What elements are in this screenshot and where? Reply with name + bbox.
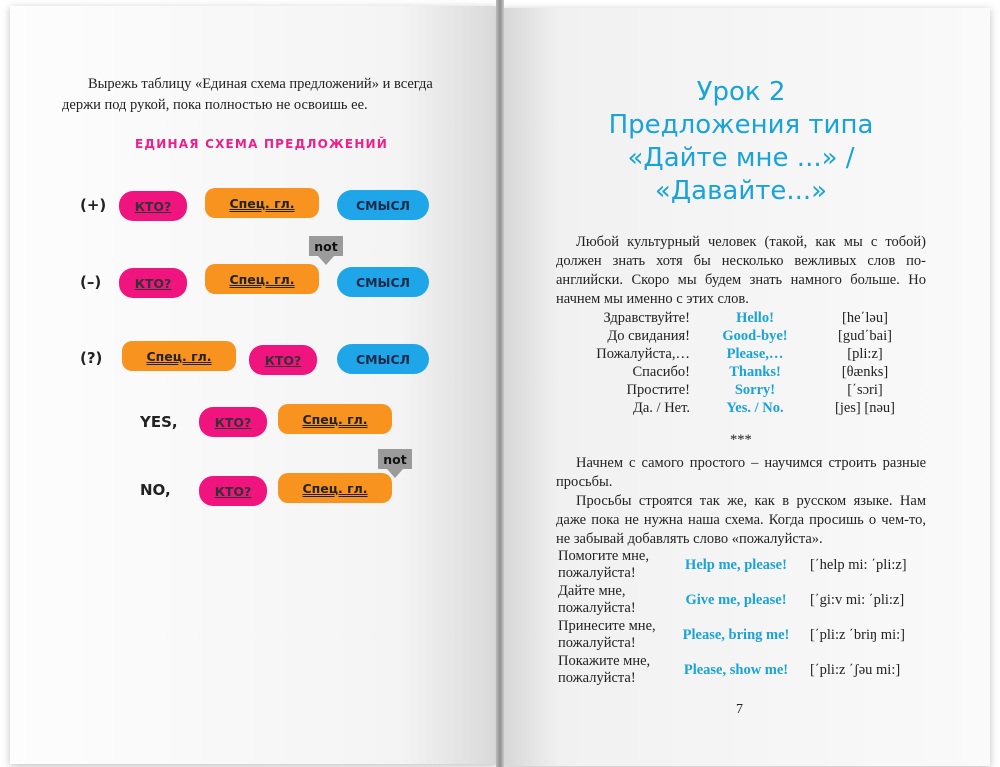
left-page: [10, 6, 498, 764]
vocab-en: Hello!: [736, 310, 774, 326]
vocab-row: [560, 382, 920, 400]
pill-kto: КТО?: [199, 407, 267, 437]
left-intro-text: Вырежь таблицу «Единая схема предложений» и всегда держи под рукой, пока полностью не освоишь ее.: [62, 76, 433, 113]
pill-kto: КТО?: [249, 345, 317, 375]
vocab-row: [560, 346, 920, 364]
vocab-transcription: [gud΄bai]: [838, 328, 892, 344]
request-ru: Дайте мне, пожалуйста!: [558, 583, 636, 616]
lesson-title-line: «Давайте...»: [654, 176, 828, 206]
request-en: Please, bring me!: [682, 627, 790, 643]
paragraph: Начнем с самого простого – научимся строить разные просьбы.: [556, 455, 926, 490]
pill-spec: Спец. гл.: [278, 473, 392, 503]
pill-spec: Спец. гл.: [205, 264, 319, 294]
lesson-title-line: «Дайте мне ...» /: [627, 143, 855, 173]
vocab-ru: Спасибо!: [632, 364, 690, 380]
section-separator: ***: [730, 432, 752, 448]
not-badge: not: [309, 236, 343, 256]
label-yes: YES,: [140, 413, 178, 431]
pill-smysl: СМЫСЛ: [337, 344, 429, 374]
pill-kto: КТО?: [119, 191, 187, 221]
book-spine: [496, 0, 504, 767]
vocab-row: [560, 400, 920, 418]
not-arrow-icon: [318, 256, 334, 265]
vocab-en: Yes. / No.: [726, 400, 784, 416]
request-transcription: [΄help mi: ΄pli:z]: [810, 557, 907, 573]
request-transcription: [΄gi:v mi: ΄pli:z]: [810, 592, 905, 608]
request-row: [558, 548, 928, 584]
request-en: Help me, please!: [685, 557, 787, 573]
vocab-en: Sorry!: [734, 382, 776, 398]
intro-paragraph: Любой культурный человек (такой, как мы с тобой) должен знать хотя бы несколько вежливых слов по-английски. Скоро мы будем знать намного больше. Но начнем мы именно с этих слов.: [556, 234, 926, 307]
not-badge: not: [378, 449, 412, 469]
pill-spec: Спец. гл.: [122, 341, 236, 371]
lesson-title: Урок 2: [696, 77, 786, 107]
vocab-en: Thanks!: [729, 364, 781, 380]
vocab-row: [560, 328, 920, 346]
request-transcription: [΄pli:z ΄briŋ mi:]: [810, 627, 905, 643]
vocab-row: [560, 364, 920, 382]
vocab-ru: Простите!: [626, 382, 690, 398]
request-ru: Помогите мне, пожалуйста!: [558, 548, 649, 581]
vocab-ru: Здравствуйте!: [603, 310, 690, 326]
request-en: Please, show me!: [683, 662, 789, 678]
not-arrow-icon: [387, 469, 403, 478]
paragraph: Просьбы строятся так же, как в русском языке. Нам даже пока не нужна наша схема. Когда просишь о чем-то, не забывай добавлять слово «пожалуйста».: [556, 493, 926, 547]
vocab-ru: Пожалуйста,…: [596, 346, 690, 362]
label-question: (?): [80, 349, 103, 367]
vocab-transcription: [he΄ləu]: [842, 310, 888, 326]
pill-kto: КТО?: [119, 268, 187, 298]
request-transcription: [΄pli:z ΄ʃəu mi:]: [810, 662, 901, 678]
vocab-ru: До свидания!: [607, 328, 690, 344]
vocab-en: Good-bye!: [722, 328, 788, 344]
label-no: NO,: [140, 481, 171, 499]
request-row: [558, 653, 928, 689]
lesson-title-line: Предложения типа: [608, 110, 874, 140]
vocab-transcription: [jes] [nəu]: [835, 400, 895, 416]
pill-spec: Спец. гл.: [278, 404, 392, 434]
label-minus: (–): [80, 273, 102, 291]
pill-smysl: СМЫСЛ: [337, 190, 429, 220]
vocab-transcription: [θænks]: [841, 364, 889, 380]
request-en: Give me, please!: [685, 592, 787, 608]
request-ru: Покажите мне, пожалуйста!: [558, 653, 651, 686]
scheme-title: ЕДИНАЯ СХЕМА ПРЕДЛОЖЕНИЙ: [135, 137, 389, 151]
pill-kto: КТО?: [199, 476, 267, 506]
page-number: 7: [736, 702, 743, 717]
pill-spec: Спец. гл.: [205, 188, 319, 218]
vocab-en: Please,…: [726, 346, 784, 362]
request-ru: Принесите мне, пожалуйста!: [558, 618, 656, 651]
vocab-transcription: [pli:z]: [847, 346, 883, 362]
vocab-ru: Да. / Нет.: [632, 400, 690, 416]
request-row: [558, 583, 928, 619]
pill-smysl: СМЫСЛ: [337, 267, 429, 297]
vocab-transcription: [΄sɔri]: [847, 382, 883, 398]
request-row: [558, 618, 928, 654]
label-plus: (+): [80, 196, 107, 214]
vocab-row: [560, 310, 920, 328]
